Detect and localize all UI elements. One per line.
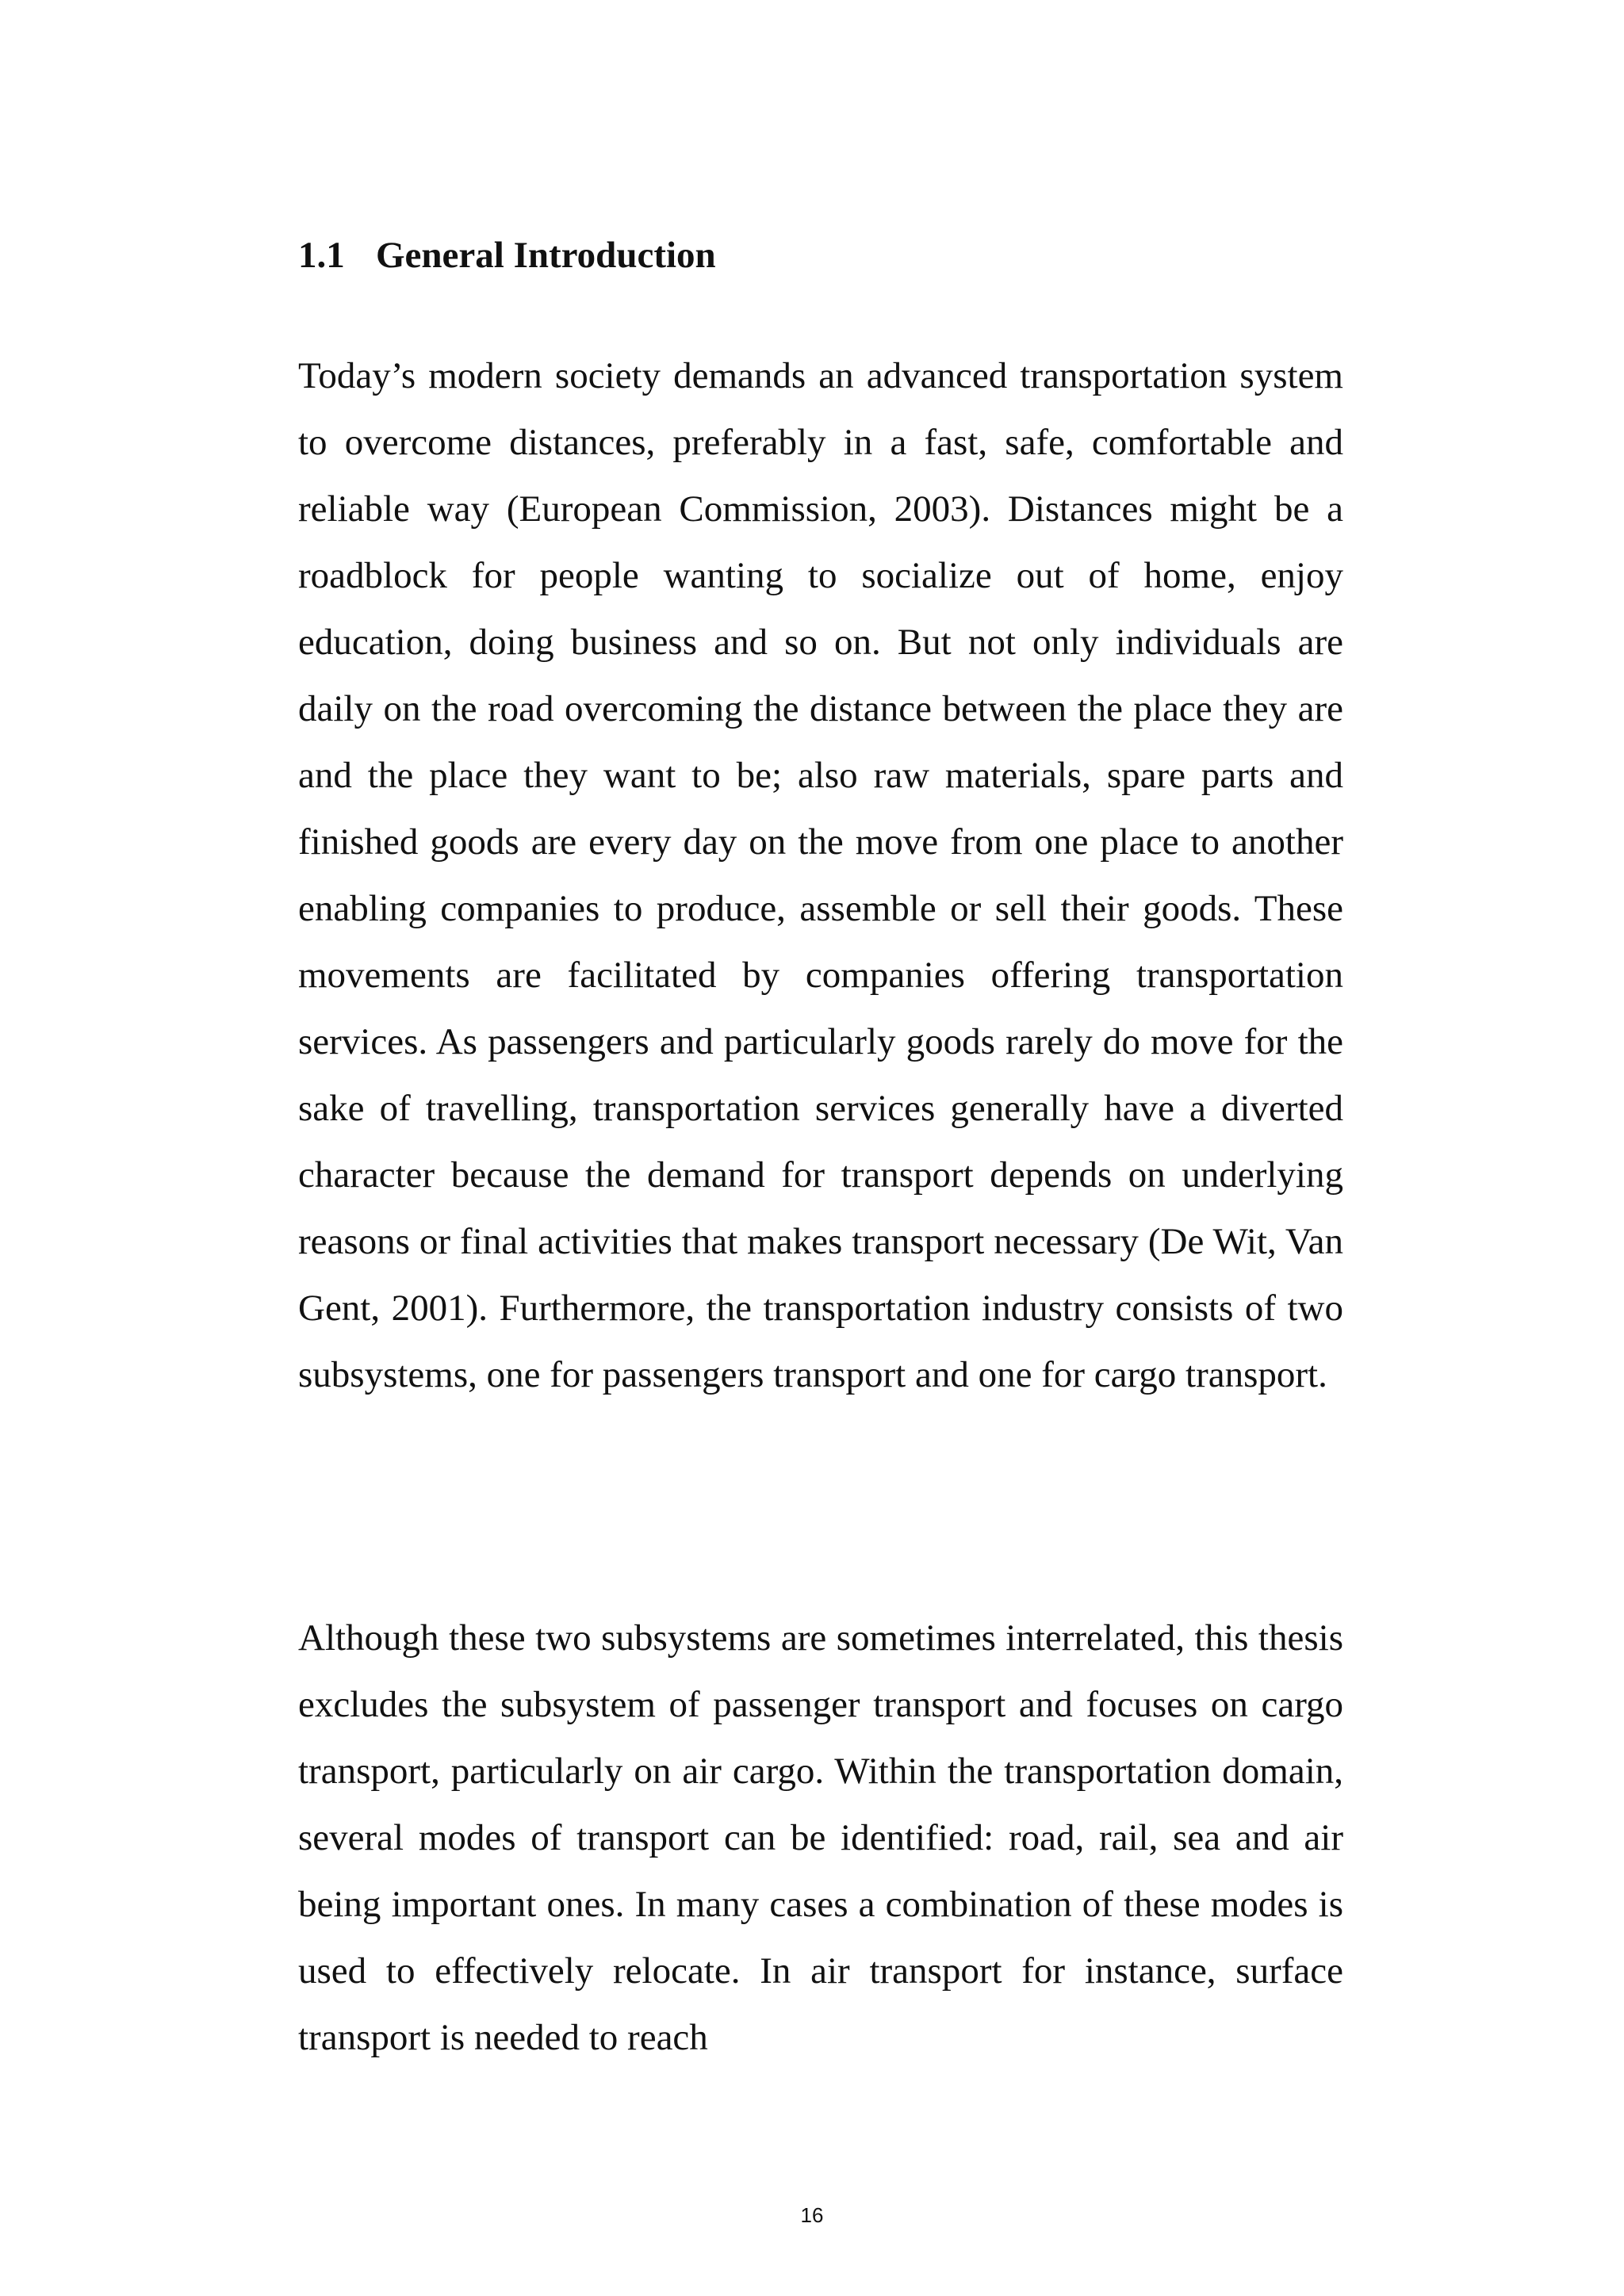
section-number: 1.1 [298, 235, 345, 276]
page-number: 16 [800, 2203, 824, 2227]
section-title: General Introduction [376, 235, 716, 276]
section-heading [298, 232, 716, 279]
paragraph-subsystems: Although these two subsystems are sometimes interrelated, this thesis excludes the subsystem of passenger transport and focuses on cargo transport, particularly on air cargo. Within the transportation domain, several modes of transport can be identified: road, rail, sea and air being important ones. In many cases a combination of these modes is used to effectively relocate. In air transport for instance, surface transport is needed to reach [298, 1617, 1343, 2058]
paragraph-intro: Today’s modern society demands an advanced transportation system to overcome distances, preferably in a fast, safe, comfortable and reliable way (European Commission, 2003). Distances might be a roadblock for people wanting to socialize out of home, enjoy education, doing business and so on. But not only individuals are daily on the road overcoming the distance between the place they are and the place they want to be; also raw materials, spare parts and finished goods are every day on the move from one place to another enabling companies to produce, assemble or sell their goods. These movements are facilitated by companies offering transportation services. As passengers and particularly goods rarely do move for the sake of travelling, transportation services generally have a diverted character because the demand for transport depends on underlying reasons or final activities that makes transport necessary (De Wit, Van Gent, 2001). Furthermore, the transportation industry consists of two subsystems, one for passengers transport and one for cargo transport. [298, 355, 1343, 1395]
